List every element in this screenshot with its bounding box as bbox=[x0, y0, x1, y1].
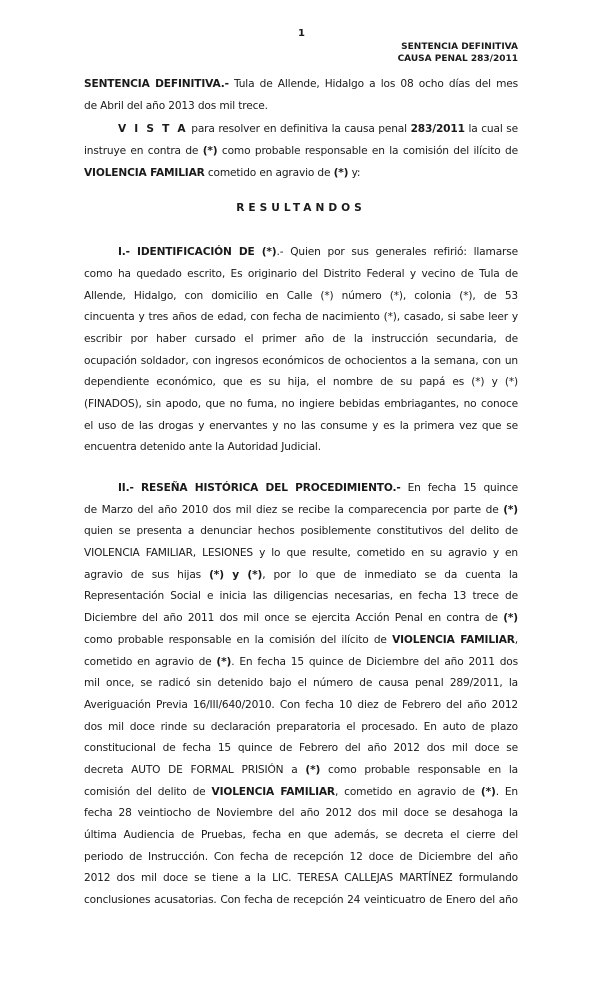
text-span: , cometido en agravio de bbox=[334, 785, 481, 798]
text-span: y: bbox=[348, 166, 361, 179]
text-line bbox=[84, 242, 518, 264]
intro-paragraph bbox=[84, 74, 518, 117]
text-line: dependiente económico, que es su hija, el nombre de su papá es (*) y (*) bbox=[84, 376, 518, 389]
text-span: la cual se bbox=[464, 123, 518, 136]
text-line bbox=[84, 760, 518, 782]
redacted-name: (*) bbox=[503, 612, 518, 625]
section-resena-historica bbox=[84, 478, 518, 912]
text-span: . En bbox=[495, 785, 518, 798]
redacted-name: (*) bbox=[333, 166, 349, 179]
text-line: Representación Social e inicia las diligencias necesarias, en fecha 13 trece de bbox=[84, 590, 518, 603]
text-line: periodo de Instrucción. Con fecha de recepción 12 doce de Diciembre del año bbox=[84, 850, 518, 863]
text-line: fecha 28 veintiocho de Noviembre del año 2012 dos mil doce se desahoga la bbox=[84, 807, 518, 820]
text-span: Diciembre del año 2011 dos mil once se ejercita Acción Penal en contra de bbox=[84, 612, 504, 625]
text-line bbox=[84, 652, 518, 674]
text-span: agravio de sus hijas bbox=[84, 568, 210, 581]
redacted-name: (*) bbox=[503, 503, 518, 516]
text-line: el uso de las drogas y enervantes y no las consume y es la primera vez que se bbox=[84, 419, 518, 432]
text-span: comisión del delito de bbox=[84, 785, 212, 798]
page-number: 1 bbox=[298, 28, 305, 39]
text-line bbox=[84, 141, 518, 163]
redacted-names: (*) y (*) bbox=[209, 568, 263, 581]
text-span: como probable responsable en la bbox=[320, 763, 519, 776]
text-span: , por lo que de inmediato se da cuenta la bbox=[262, 568, 518, 581]
text-span: para resolver en definitiva la causa penal bbox=[187, 123, 411, 136]
text-line: constitucional de fecha 15 quince de Febrero del año 2012 dos mil doce se bbox=[84, 742, 518, 755]
text-line bbox=[84, 500, 518, 522]
text-line bbox=[84, 630, 518, 652]
text-line bbox=[84, 608, 518, 630]
text-line: dos mil doce rinde su declaración preparatoria el procesado. En auto de plazo bbox=[84, 720, 518, 733]
intro-title: SENTENCIA DEFINITIVA.- bbox=[84, 78, 229, 90]
redacted-name: (*) bbox=[216, 655, 232, 668]
text-span: .- Quien por sus generales refirió: llamarse bbox=[276, 246, 518, 259]
text-line: VIOLENCIA FAMILIAR, LESIONES y lo que resulte, cometido en su agravio y en bbox=[84, 547, 518, 560]
text-span: , bbox=[514, 633, 519, 646]
text-span: cometido en agravio de bbox=[204, 166, 334, 179]
crime-name: VIOLENCIA FAMILIAR bbox=[211, 785, 335, 798]
vista-keyword: V I S T A bbox=[118, 123, 188, 136]
text-span: como probable responsable en la comisión del ilícito de bbox=[217, 145, 519, 158]
vista-paragraph bbox=[84, 119, 518, 184]
document-body bbox=[84, 74, 518, 912]
text-line: ocupación soldador, con ingresos económicos de ochocientos a la semana, con un bbox=[84, 354, 518, 367]
text-span: de Marzo del año 2010 dos mil diez se recibe la comparecencia por parte de bbox=[84, 503, 504, 516]
header-title: SENTENCIA DEFINITIVA bbox=[401, 42, 518, 52]
text-line: cincuenta y tres años de edad, con fecha de nacimiento (*), casado, si sabe leer y bbox=[84, 311, 518, 324]
text-span: En fecha 15 quince bbox=[400, 482, 518, 494]
text-line: escribir por haber cursado el primer año de la instrucción secundaria, de bbox=[84, 332, 518, 345]
text-span: Tula de Allende, Hidalgo a los 08 ocho días del mes bbox=[228, 78, 518, 90]
text-span: como probable responsable en la comisión del ilícito de bbox=[84, 633, 393, 646]
text-line bbox=[84, 74, 518, 96]
text-line: de Abril del año 2013 dos mil trece. bbox=[84, 99, 268, 112]
header-case-number: CAUSA PENAL 283/2011 bbox=[397, 54, 518, 64]
redacted-name: (*) bbox=[305, 763, 321, 776]
document-header bbox=[398, 41, 518, 65]
crime-name: VIOLENCIA FAMILIAR bbox=[84, 166, 205, 179]
section-title: I.- IDENTIFICACIÓN DE (*) bbox=[118, 246, 277, 259]
text-line bbox=[84, 119, 518, 141]
text-line: como ha quedado escrito, Es originario del Distrito Federal y vecino de Tula de bbox=[84, 267, 518, 280]
crime-name: VIOLENCIA FAMILIAR bbox=[392, 633, 515, 646]
text-span: cometido en agravio de bbox=[84, 655, 217, 668]
text-span: decreta AUTO DE FORMAL PRISIÓN a bbox=[84, 763, 306, 776]
text-line bbox=[84, 478, 518, 500]
text-line bbox=[84, 565, 518, 587]
text-span: . En fecha 15 quince de Diciembre del año 2011 dos bbox=[231, 655, 518, 668]
section-heading-resultandos: RESULTANDOS bbox=[236, 202, 366, 215]
text-line: última Audiencia de Pruebas, fecha en que además, se decreta el cierre del bbox=[84, 829, 518, 841]
text-line: Allende, Hidalgo, con domicilio en Calle (*) número (*), colonia (*), de 53 bbox=[84, 289, 518, 302]
text-line bbox=[84, 782, 518, 804]
section-title: II.- RESEÑA HISTÓRICA DEL PROCEDIMIENTO.- bbox=[118, 482, 401, 494]
text-line: quien se presenta a denunciar hechos posiblemente constitutivos del delito de bbox=[84, 525, 518, 538]
redacted-name: (*) bbox=[202, 145, 218, 158]
case-number: 283/2011 bbox=[410, 123, 465, 136]
section-identificacion bbox=[84, 242, 518, 459]
text-line: 2012 dos mil doce se tiene a la LIC. TERESA CALLEJAS MARTÍNEZ formulando bbox=[84, 872, 518, 885]
redacted-name: (*) bbox=[480, 785, 496, 798]
text-line bbox=[84, 163, 518, 185]
text-line: encuentra detenido ante la Autoridad Judicial. bbox=[84, 441, 321, 454]
text-line: Averiguación Previa 16/III/640/2010. Con fecha 10 diez de Febrero del año 2012 bbox=[84, 698, 518, 711]
text-span: instruye en contra de bbox=[84, 145, 203, 158]
text-line: mil once, se radicó sin detenido bajo el número de causa penal 289/2011, la bbox=[84, 677, 518, 690]
text-line: (FINADOS), sin apodo, que no fuma, no ingiere bebidas embriagantes, no conoce bbox=[84, 397, 518, 410]
text-line: conclusiones acusatorias. Con fecha de recepción 24 veinticuatro de Enero del año bbox=[84, 894, 518, 907]
